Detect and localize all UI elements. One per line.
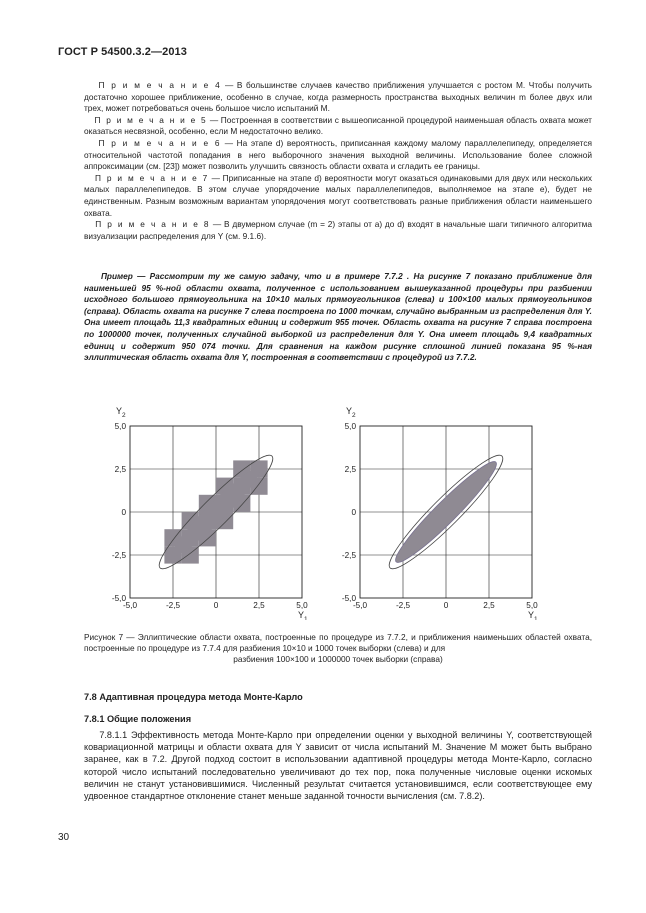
y-tick-label: -5,0 [111, 594, 126, 603]
note-label: П р и м е ч а н и е 4 [98, 80, 222, 90]
x-tick-label: 0 [213, 601, 219, 610]
note-label: П р и м е ч а н и е 8 [95, 219, 211, 230]
note-text: — В двумерном случае (m = 2) этапы от a) до d) входят в начальные шаги типичного алгоритма визуализации распределения для Y (см. 9.1.6). [84, 219, 592, 241]
x-tick-label: -5,0 [122, 601, 138, 610]
note-text: — Приписанные на этапе d) вероятности могут оказаться одинаковыми для двух или нескольких малых параллелепипедов. В этом случае упорядочение малых параллелепипедов, выполняемое на этапе e), будет не единственным. Разным возможным вариантам упорядочения могут соответствовать разные приближения области наименьшего охвата. [84, 172, 592, 218]
x-tick-label: 0 [443, 601, 449, 610]
y-axis-label [116, 406, 126, 419]
figure-7-right-chart [326, 398, 546, 620]
document-header: ГОСТ Р 54500.3.2—2013 [58, 46, 187, 58]
y-tick-label: 2,5 [344, 465, 356, 474]
x-axis-label [298, 610, 308, 620]
note-6 [84, 138, 592, 173]
x-tick-label: 2,5 [253, 601, 265, 610]
y-tick-label: 0 [351, 508, 356, 517]
x-axis-sub: 1 [304, 616, 308, 620]
figure-7-left-chart [96, 398, 316, 620]
note-5 [84, 115, 592, 138]
caption-line-2: разбиения 100×100 и 1000000 точек выборки (справа) [233, 654, 443, 665]
x-tick-label: -2,5 [165, 601, 181, 610]
example-text: Пример — Рассмотрим ту же самую задачу, что и в примере 7.7.2 . На рисунке 7 показано приближение для наименьшей 95 %-ной области охвата, полученное с использованием вышеуказанной процедуры при разбиении исходного большого прямоугольника на 10×10 малых прямоугольников (слева) и 100×100 малых прямоугольников (справа). Область охвата на рисунке 7 слева построена по 1000 точкам, случайно выбранным из распределения для Y. Она имеет площадь 11,3 квадратных единиц и содержит 955 точек. Область охвата на рисунке 7 справа построена по 1000000 точек, полученных случайной выборкой из распределения для Y. Она имеет площадь 9,4 квадратных единиц и содержит 950 074 точки. Для сравнения на каждом рисунке сплошной линией показана 95 %-ная эллиптическая область охвата для Y, построенная в соответствии с процедурой из 7.7.2. [84, 271, 592, 363]
x-axis-main: Y [298, 610, 305, 620]
figure-caption [84, 632, 592, 666]
y-axis-sub: 2 [122, 412, 126, 419]
y-axis-sub: 2 [352, 412, 356, 419]
y-tick-label: 0 [121, 508, 126, 517]
y-axis-label [346, 406, 356, 419]
note-8 [84, 219, 592, 242]
y-tick-label: -5,0 [341, 594, 356, 603]
note-4 [84, 80, 592, 115]
note-label: П р и м е ч а н и е 6 [98, 137, 222, 148]
x-axis-label [528, 610, 538, 620]
note-text: — В большинстве случаев качество приближения улучшается с ростом M. Чтобы получить достаточно хорошее приближение, особенно в случае, когда размерность пространства выходных величин m более двух или трех, может потребоваться очень большое число испытаний M. [84, 80, 592, 114]
y-axis-main: Y [116, 406, 123, 416]
note-label: П р и м е ч а н и е 5 [94, 114, 208, 125]
y-tick-label: -2,5 [111, 551, 126, 560]
section-heading: 7.8 Адаптивная процедура метода Монте-Карло [84, 692, 303, 702]
y-tick-label: 5,0 [344, 422, 356, 431]
note-text: — Построенная в соответствии с вышеописанной процедурой наименьшая область охвата может оказаться несвязной, особенно, если M недостаточно велико. [84, 114, 592, 137]
example-paragraph [84, 271, 592, 364]
y-tick-label: 2,5 [114, 465, 126, 474]
caption-line-1: Рисунок 7 — Эллиптические области охвата, построенные по процедуре из 7.7.2, и приближения наименьших областей охвата, построенные по процедуре из 7.7.4 для разбиения 10×10 и 1000 точек выборки (слева) и для [84, 632, 592, 654]
x-axis-sub: 1 [534, 616, 538, 620]
x-axis-main: Y [528, 610, 535, 620]
note-text: — На этапе d) вероятность, приписанная каждому малому параллелепипеду, определяется относительной частотой попадания в него выборочного значения выходной величины. Использование более сложной аппроксимации (см. [23]) может позволить улучшить связность области охвата и сгладить ее границы. [84, 137, 592, 172]
x-tick-label: 5,0 [296, 601, 308, 610]
x-tick-label: -5,0 [352, 601, 368, 610]
y-tick-label: 5,0 [114, 422, 126, 431]
body-paragraph [84, 729, 592, 802]
x-tick-label: 2,5 [483, 601, 495, 610]
notes-block [84, 80, 592, 242]
body-text: 7.8.1.1 Эффективность метода Монте-Карло при определении оценки y выходной величины Y, соответствующей ковариационной матрицы и области охвата для Y зависит от числа испытаний M. Значение M может быть выбрано заранее, как в 7.2. Другой подход состоит в использовании адаптивной процедуры метода Монте-Карло, согласно которой число испытаний последовательно увеличивают до тех пор, пока полученные числовые оценки искомых величин не станут установившимися. Численный результат считается установившимся, если соответствующее ему удвоенное стандартное отклонение станет меньше заданной точности вычисления (см. 7.8.2). [84, 730, 592, 802]
note-7 [84, 173, 592, 219]
x-tick-label: 5,0 [526, 601, 538, 610]
y-tick-label: -2,5 [341, 551, 356, 560]
subsection-heading: 7.8.1 Общие положения [84, 714, 192, 724]
note-label: П р и м е ч а н и е 7 [94, 172, 209, 183]
y-axis-main: Y [346, 406, 353, 416]
page-number: 30 [58, 832, 70, 843]
x-tick-label: -2,5 [395, 601, 411, 610]
